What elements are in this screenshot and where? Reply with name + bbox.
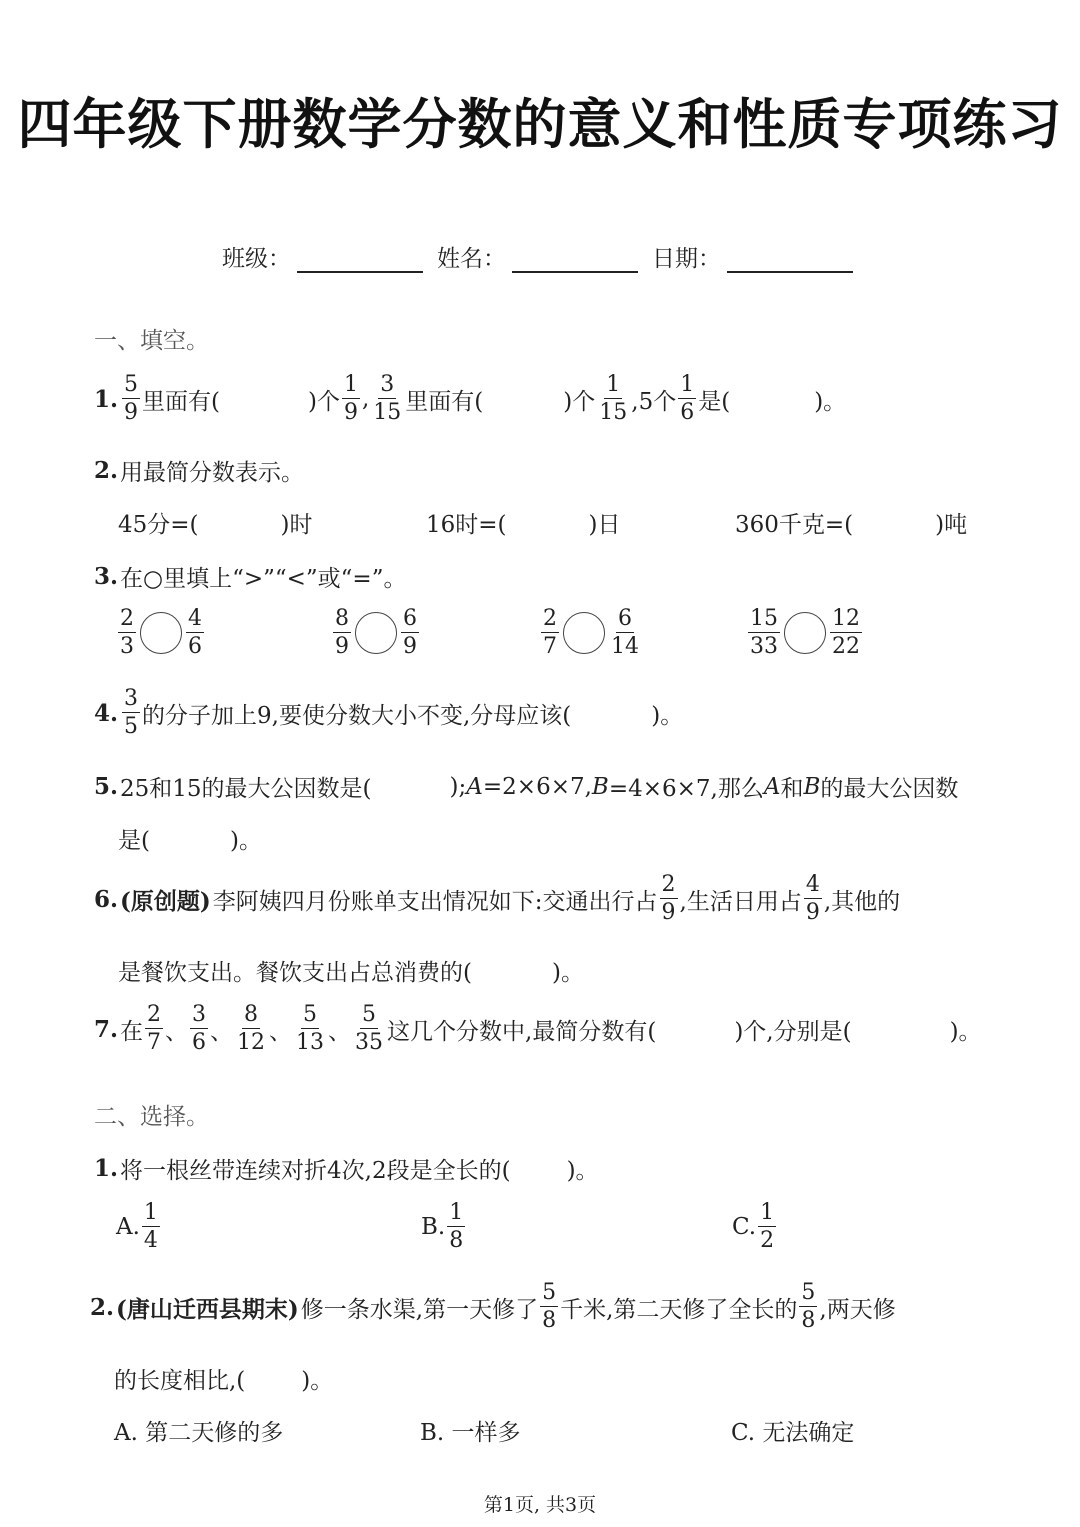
option-b[interactable]: B. 一样多 [420, 1420, 521, 1446]
separator: 、 [210, 1018, 234, 1045]
fraction: $\frac{5}{13}$ [296, 1002, 325, 1055]
fraction: $\frac{3}{15}$ [373, 372, 402, 425]
question-number: 2. [90, 1293, 115, 1321]
option-a[interactable]: A. 第二天修的多 [114, 1420, 284, 1446]
question-number: 6. [94, 885, 119, 913]
compare-pair-4 [746, 608, 864, 658]
source-tag: (原创题) [120, 887, 211, 915]
text: )。 [566, 1158, 599, 1184]
class-blank[interactable] [297, 245, 423, 273]
fraction: $\frac{1}{4}$ [143, 1200, 158, 1253]
option-label: A. [116, 1214, 140, 1240]
fraction: $\frac{12}{22}$ [832, 606, 860, 659]
question-1-7 [94, 1004, 982, 1054]
question-2-1 [94, 1152, 599, 1185]
option-b[interactable] [421, 1202, 467, 1252]
text: )日 [588, 512, 621, 538]
text: 和 [780, 776, 804, 802]
fraction: $\frac{1}{2}$ [760, 1200, 775, 1253]
text: )。 [301, 1368, 334, 1394]
text: 是( [118, 828, 150, 854]
text: )个 [563, 388, 596, 415]
fraction: $\frac{8}{9}$ [335, 606, 349, 659]
separator: 、 [269, 1018, 293, 1045]
fraction: $\frac{1}{8}$ [449, 1200, 464, 1253]
text: )时 [280, 512, 313, 538]
question-text: 将一根丝带连续对折4次,2段是全长的( [120, 1158, 511, 1184]
date-blank[interactable] [727, 245, 853, 273]
text: ); [449, 773, 467, 800]
page-title: 四年级下册数学分数的意义和性质专项练习 [17, 93, 1063, 156]
fraction: $\frac{5}{8}$ [542, 1280, 557, 1333]
text: 25和15的最大公因数是( [120, 776, 372, 802]
text: ,生活日用占 [679, 888, 802, 915]
option-a[interactable] [116, 1202, 162, 1252]
fraction: $\frac{4}{6}$ [188, 606, 202, 659]
text: )。 [949, 1018, 982, 1045]
text: ,5个 [631, 388, 677, 415]
question-text: 用最简分数表示。 [120, 460, 305, 486]
variable-a: A [763, 773, 781, 800]
text: 的最大公因数 [820, 776, 959, 802]
text: =2×6×7, [482, 773, 592, 800]
text: 千米,第二天修了全长的 [560, 1296, 798, 1323]
option-label: B. [421, 1214, 446, 1240]
text: )吨 [935, 512, 968, 538]
fraction: $\frac{2}{7}$ [147, 1002, 162, 1055]
question-1-5-line2 [118, 822, 262, 855]
fraction: $\frac{1}{15}$ [599, 372, 628, 425]
fraction: $\frac{2}{7}$ [543, 606, 557, 659]
variable-b: B [591, 773, 609, 800]
text: 在 [120, 1018, 144, 1045]
variable-a: A [466, 773, 483, 800]
student-info [222, 240, 867, 273]
option-c[interactable]: C. 无法确定 [731, 1420, 855, 1446]
question-number: 1. [94, 1155, 119, 1182]
question-number: 4. [94, 699, 119, 727]
fraction: $\frac{6}{9}$ [403, 606, 417, 659]
compare-circle[interactable] [784, 612, 826, 654]
class-label: 班级： [222, 246, 291, 272]
compare-circle[interactable] [563, 612, 605, 654]
compare-circle[interactable] [355, 612, 397, 654]
page-footer: 第1页, 共3页 [483, 1494, 597, 1516]
section-heading-fill: 一、填空。 [94, 328, 209, 354]
text: ,两天修 [819, 1296, 896, 1323]
question-text: 在○里填上“>”“<”或“=”。 [120, 566, 407, 592]
text: )个,分别是( [734, 1018, 852, 1045]
section-heading-choice: 二、选择。 [94, 1104, 209, 1130]
question-1-6-line2 [118, 954, 584, 987]
question-1-3 [94, 560, 406, 593]
fraction: $\frac{15}{33}$ [750, 606, 778, 659]
fraction: $\frac{5}{8}$ [801, 1280, 816, 1333]
name-label: 姓名： [437, 246, 506, 272]
option-label: C. [732, 1214, 757, 1240]
fraction: $\frac{1}{9}$ [343, 372, 358, 425]
text: =4×6×7,那么 [608, 776, 764, 802]
fraction: $\frac{1}{6}$ [680, 372, 695, 425]
fraction: $\frac{3}{5}$ [124, 686, 139, 739]
text: 李阿姨四月份账单支出情况如下:交通出行占 [212, 888, 658, 915]
separator: 、 [328, 1018, 352, 1045]
text: 这几个分数中,最简分数有( [387, 1018, 657, 1045]
fraction: $\frac{3}{6}$ [192, 1002, 207, 1055]
name-blank[interactable] [512, 245, 638, 273]
compare-pair-1 [116, 608, 206, 658]
option-c[interactable] [732, 1202, 778, 1252]
q2-part-a [118, 506, 313, 539]
compare-circle[interactable] [140, 612, 182, 654]
source-tag: (唐山迁西县期末) [116, 1295, 299, 1323]
text: 的长度相比,( [114, 1368, 246, 1394]
text: 45分=( [118, 512, 199, 538]
question-number: 1. [94, 385, 119, 413]
text: 是餐饮支出。餐饮支出占总消费的( [118, 960, 472, 986]
text: 里面有( [142, 388, 220, 415]
question-2-2-line2 [114, 1362, 333, 1395]
text: )。 [551, 960, 584, 986]
question-number: 7. [94, 1015, 119, 1043]
fraction: $\frac{2}{9}$ [661, 872, 676, 925]
question-1-2 [94, 454, 304, 487]
question-number: 2. [94, 457, 119, 484]
text: )个 [308, 388, 340, 415]
compare-pair-2 [331, 608, 421, 658]
fraction: $\frac{6}{14}$ [611, 606, 639, 659]
text: 360千克=( [735, 512, 854, 538]
text: )。 [651, 702, 684, 729]
separator: 、 [165, 1018, 189, 1045]
question-number: 5. [94, 773, 119, 800]
question-1-1 [94, 374, 846, 424]
fraction: $\frac{2}{3}$ [120, 606, 134, 659]
question-1-4 [94, 688, 683, 738]
fraction: $\frac{5}{35}$ [355, 1002, 384, 1055]
fraction: $\frac{8}{12}$ [237, 1002, 266, 1055]
text: 是( [698, 388, 731, 415]
question-1-6 [94, 874, 900, 924]
question-text: 的分子加上9,要使分数大小不变,分母应该( [142, 702, 572, 729]
compare-pair-3 [539, 608, 643, 658]
fraction: $\frac{4}{9}$ [805, 872, 820, 925]
text: ,其他的 [823, 888, 901, 915]
variable-b: B [803, 773, 821, 800]
text: , [361, 386, 370, 412]
text: )。 [814, 388, 847, 415]
text: )。 [229, 828, 262, 854]
q2-part-b [426, 506, 621, 539]
text: 修一条水渠,第一天修了 [300, 1296, 539, 1323]
question-number: 3. [94, 563, 119, 590]
fraction: $\frac{5}{9}$ [124, 372, 139, 425]
text: 16时=( [426, 512, 507, 538]
text: 里面有( [405, 388, 484, 415]
question-1-5 [94, 770, 958, 803]
date-label: 日期： [652, 246, 721, 272]
question-2-2 [90, 1282, 896, 1332]
q2-part-c [735, 506, 967, 539]
